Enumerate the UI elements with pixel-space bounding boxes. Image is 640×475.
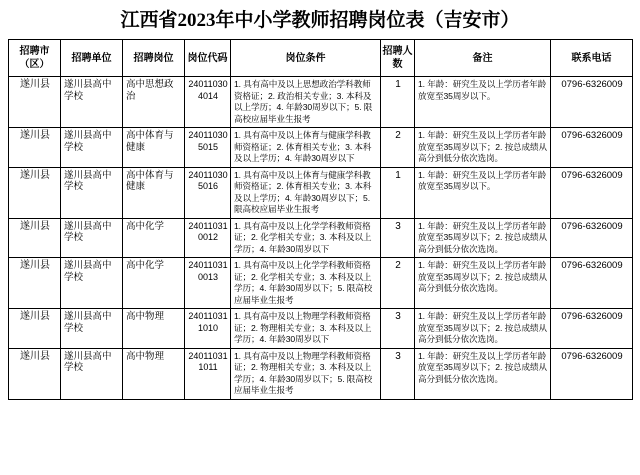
page-title: 江西省2023年中小学教师招聘岗位表（吉安市） (120, 10, 520, 31)
job-listing-table (8, 39, 633, 400)
table-row (9, 309, 633, 349)
cell-city: 遂川县 (9, 218, 61, 258)
cell-number: 1 (381, 77, 415, 128)
cell-phone: 0796-6326009 (551, 128, 633, 168)
cell-city: 遂川县 (9, 77, 61, 128)
cell-post: 高中物理 (123, 309, 185, 349)
column-header-remark: 备注 (415, 40, 551, 77)
column-header-phone: 联系电话 (551, 40, 633, 77)
cell-remark: 1. 年龄：研究生及以上学历者年龄放宽至35周岁以下；2. 按总成绩从高分到低分依次选岗。 (415, 218, 551, 258)
cell-phone: 0796-6326009 (551, 348, 633, 399)
cell-post: 高中思想政治 (123, 77, 185, 128)
cell-condition: 1. 具有高中及以上思想政治学科教师资格证；2. 政治相关专业；3. 本科及以上学历；4. 年龄30周岁以下；5. 限高校应届毕业生报考 (231, 77, 381, 128)
cell-code: 240110305015 (185, 128, 231, 168)
cell-post: 高中物理 (123, 348, 185, 399)
cell-unit: 遂川县高中学校 (61, 128, 123, 168)
cell-city: 遂川县 (9, 128, 61, 168)
cell-city: 遂川县 (9, 167, 61, 218)
table-row (9, 128, 633, 168)
cell-remark: 1. 年龄：研究生及以上学历者年龄放宽至35周岁以下；2. 按总成绩从高分到低分依次选岗。 (415, 128, 551, 168)
table-row (9, 77, 633, 128)
cell-remark: 1. 年龄：研究生及以上学历者年龄放宽至35周岁以下。 (415, 77, 551, 128)
cell-unit: 遂川县高中学校 (61, 77, 123, 128)
cell-remark: 1. 年龄：研究生及以上学历者年龄放宽至35周岁以下。 (415, 167, 551, 218)
cell-city: 遂川县 (9, 258, 61, 309)
cell-post: 高中体育与健康 (123, 128, 185, 168)
cell-number: 2 (381, 128, 415, 168)
cell-code: 240110311010 (185, 309, 231, 349)
column-header-post: 招聘岗位 (123, 40, 185, 77)
cell-code: 240110310012 (185, 218, 231, 258)
cell-condition: 1. 具有高中及以上体育与健康学科教师资格证；2. 体育相关专业；3. 本科及以上学历；4. 年龄30周岁以下 (231, 128, 381, 168)
cell-phone: 0796-6326009 (551, 309, 633, 349)
cell-unit: 遂川县高中学校 (61, 258, 123, 309)
cell-unit: 遂川县高中学校 (61, 167, 123, 218)
cell-unit: 遂川县高中学校 (61, 348, 123, 399)
cell-code: 240110310013 (185, 258, 231, 309)
cell-remark: 1. 年龄：研究生及以上学历者年龄放宽至35周岁以下；2. 按总成绩从高分到低分依次选岗。 (415, 258, 551, 309)
cell-number: 3 (381, 218, 415, 258)
cell-code: 240110305016 (185, 167, 231, 218)
table-row (9, 258, 633, 309)
column-header-condition: 岗位条件 (231, 40, 381, 77)
cell-post: 高中化学 (123, 218, 185, 258)
table-header-row (9, 40, 633, 77)
cell-condition: 1. 具有高中及以上体育与健康学科教师资格证；2. 体育相关专业；3. 本科及以上学历；4. 年龄30周岁以下；5. 限高校应届毕业生报考 (231, 167, 381, 218)
cell-city: 遂川县 (9, 309, 61, 349)
cell-number: 1 (381, 167, 415, 218)
cell-condition: 1. 具有高中及以上化学学科教师资格证；2. 化学相关专业；3. 本科及以上学历；4. 年龄30周岁以下；5. 限高校应届毕业生报考 (231, 258, 381, 309)
cell-number: 3 (381, 309, 415, 349)
table-row (9, 167, 633, 218)
cell-phone: 0796-6326009 (551, 218, 633, 258)
column-header-code: 岗位代码 (185, 40, 231, 77)
cell-condition: 1. 具有高中及以上物理学科教师资格证；2. 物理相关专业；3. 本科及以上学历；4. 年龄30周岁以下 (231, 309, 381, 349)
cell-number: 2 (381, 258, 415, 309)
table-row (9, 218, 633, 258)
cell-city: 遂川县 (9, 348, 61, 399)
cell-phone: 0796-6326009 (551, 167, 633, 218)
cell-remark: 1. 年龄：研究生及以上学历者年龄放宽至35周岁以下；2. 按总成绩从高分到低分依次选岗。 (415, 348, 551, 399)
cell-phone: 0796-6326009 (551, 258, 633, 309)
cell-code: 240110304014 (185, 77, 231, 128)
cell-post: 高中体育与健康 (123, 167, 185, 218)
cell-unit: 遂川县高中学校 (61, 309, 123, 349)
cell-unit: 遂川县高中学校 (61, 218, 123, 258)
column-header-unit: 招聘单位 (61, 40, 123, 77)
cell-post: 高中化学 (123, 258, 185, 309)
column-header-city: 招聘市（区） (9, 40, 61, 77)
column-header-number: 招聘人数 (381, 40, 415, 77)
cell-code: 240110311011 (185, 348, 231, 399)
cell-condition: 1. 具有高中及以上化学学科教师资格证；2. 化学相关专业；3. 本科及以上学历；4. 年龄30周岁以下 (231, 218, 381, 258)
cell-phone: 0796-6326009 (551, 77, 633, 128)
cell-number: 3 (381, 348, 415, 399)
cell-condition: 1. 具有高中及以上物理学科教师资格证；2. 物理相关专业；3. 本科及以上学历；4. 年龄30周岁以下；5. 限高校应届毕业生报考 (231, 348, 381, 399)
table-row (9, 348, 633, 399)
cell-remark: 1. 年龄：研究生及以上学历者年龄放宽至35周岁以下；2. 按总成绩从高分到低分依次选岗。 (415, 309, 551, 349)
